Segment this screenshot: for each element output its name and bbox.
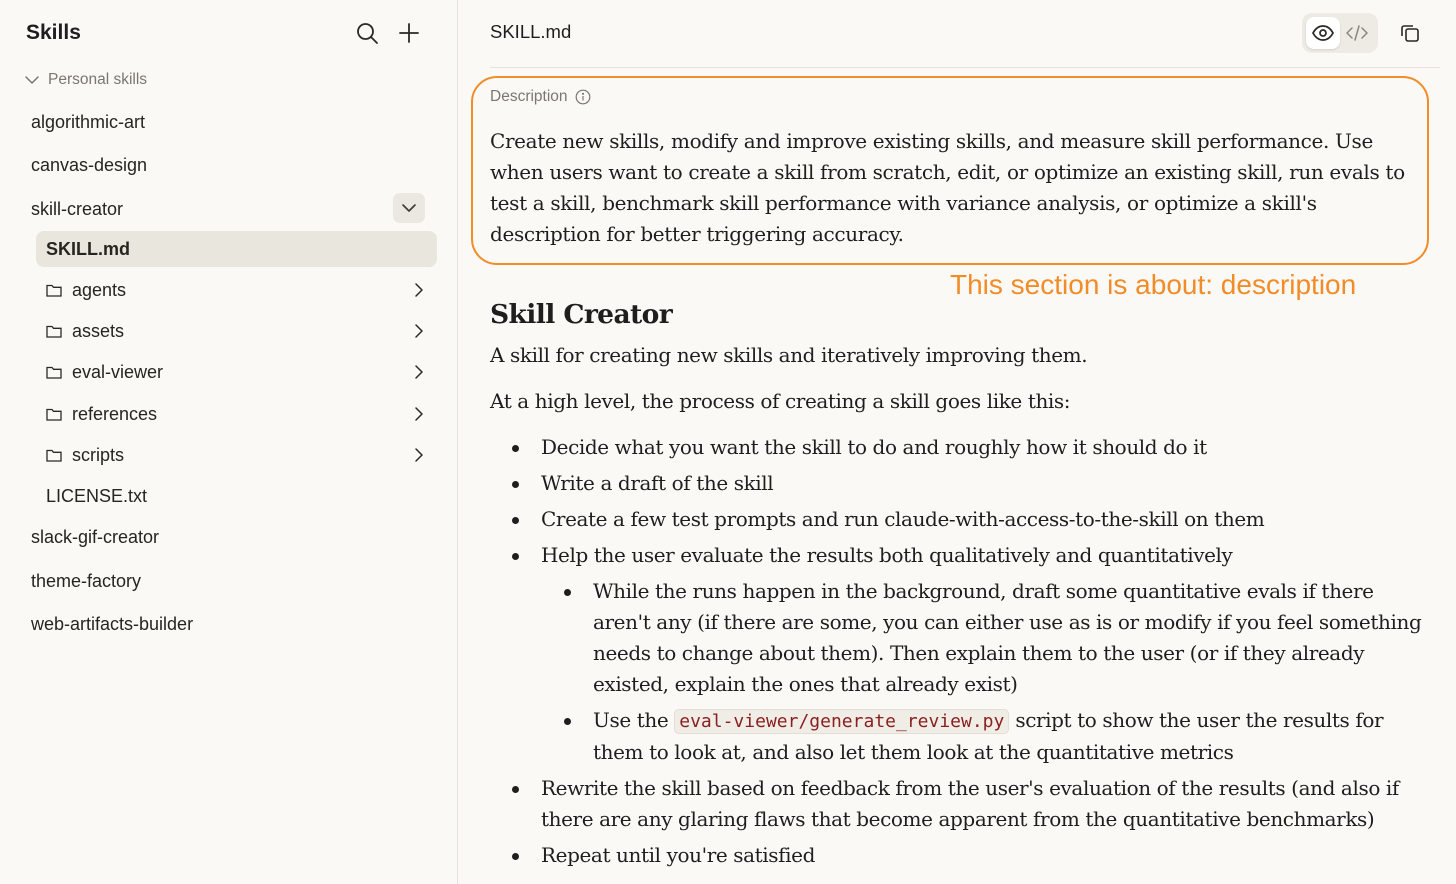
- folder-label: agents: [72, 279, 127, 300]
- chevron-right-icon: [413, 447, 425, 463]
- chevron-right-icon: [413, 406, 425, 422]
- sidebar-item-label: theme-factory: [31, 570, 142, 591]
- sidebar-item-canvas-design[interactable]: [22, 147, 435, 183]
- chevron-right-icon: [413, 282, 425, 298]
- list-item: Repeat until you're satisfied: [490, 840, 1435, 871]
- folder-icon: [46, 324, 62, 338]
- sidebar: [0, 0, 458, 884]
- group-label: Personal skills: [48, 71, 148, 88]
- sub-list: [541, 576, 1435, 768]
- collapse-skill-button[interactable]: [393, 193, 425, 223]
- sidebar-item-web-artifacts-builder[interactable]: [22, 606, 435, 642]
- header-divider: [490, 67, 1440, 68]
- chevron-down-icon: [401, 200, 417, 216]
- document-body: [490, 296, 1435, 876]
- sidebar-item-label: canvas-design: [31, 154, 148, 175]
- search-icon: [355, 21, 379, 45]
- sub-list-item: While the runs happen in the background, draft some quantitative evals if there aren't any (if there are some, you can either use as is or modify if you feel something needs to change about them). Then explain them to the user (or if they already existed, explain the ones that already exist): [541, 576, 1435, 700]
- description-label: [490, 88, 591, 106]
- sidebar-item-skill-creator[interactable]: [22, 191, 435, 227]
- copy-button[interactable]: [1395, 18, 1425, 48]
- sidebar-item-label: slack-gif-creator: [31, 526, 160, 547]
- folder-icon: [46, 365, 62, 379]
- process-list: [490, 432, 1435, 871]
- inline-code: eval-viewer/generate_review.py: [674, 709, 1009, 734]
- file-skill-md[interactable]: [36, 231, 437, 267]
- chevron-down-icon: [24, 72, 40, 88]
- list-item: Write a draft of the skill: [490, 468, 1435, 499]
- sidebar-item-algorithmic-art[interactable]: [22, 104, 435, 140]
- annotation-text: This section is about: description: [950, 269, 1357, 300]
- sub-item-suffix: script to show the user the results for them to look at, and also let them look at the quantitative metrics: [593, 708, 1384, 764]
- sidebar-item-theme-factory[interactable]: [22, 563, 435, 599]
- folder-icon: [46, 407, 62, 421]
- folder-label: references: [72, 403, 158, 424]
- eye-icon: [1312, 25, 1334, 41]
- folder-label: scripts: [72, 444, 125, 465]
- folder-label: assets: [72, 320, 125, 341]
- sidebar-item-label: algorithmic-art: [31, 111, 146, 132]
- copy-icon: [1400, 23, 1420, 43]
- personal-skills-group[interactable]: [24, 68, 147, 92]
- sidebar-title: Skills: [26, 21, 81, 44]
- folder-assets[interactable]: [36, 313, 437, 349]
- chevron-right-icon: [413, 323, 425, 339]
- list-item: Create a few test prompts and run claude-with-access-to-the-skill on them: [490, 504, 1435, 535]
- list-item-text: Help the user evaluate the results both qualitatively and quantitatively: [541, 543, 1233, 567]
- plus-icon: [398, 22, 420, 44]
- sub-item-prefix: Use the: [593, 708, 669, 732]
- sub-list-item: [541, 705, 1435, 768]
- folder-agents[interactable]: [36, 272, 437, 308]
- lead-paragraph: At a high level, the process of creating a skill goes like this:: [490, 389, 1071, 413]
- folder-references[interactable]: [36, 396, 437, 432]
- list-item: Decide what you want the skill to do and roughly how it should do it: [490, 432, 1435, 463]
- folder-label: eval-viewer: [72, 361, 164, 382]
- list-item: [490, 540, 1435, 768]
- file-license-txt[interactable]: [36, 478, 437, 514]
- file-label: SKILL.md: [46, 238, 130, 259]
- search-button[interactable]: [352, 18, 382, 48]
- description-text: Create new skills, modify and improve existing skills, and measure skill performance. Use when users want to create a skill from scratch, edit, or optimize an existing skill, run evals to test a skill, benchmark skill performance with variance analysis, or optimize a skill's description for better triggering accuracy.: [490, 129, 1405, 246]
- file-title: SKILL.md: [490, 21, 572, 42]
- code-icon: [1346, 25, 1368, 41]
- view-mode-toggle: [1302, 13, 1378, 53]
- preview-button[interactable]: [1306, 17, 1340, 49]
- intro-paragraph: A skill for creating new skills and iteratively improving them.: [490, 343, 1088, 367]
- chevron-right-icon: [413, 364, 425, 380]
- document-heading: Skill Creator: [490, 299, 673, 330]
- folder-eval-viewer[interactable]: [36, 354, 437, 390]
- add-skill-button[interactable]: [394, 18, 424, 48]
- folder-scripts[interactable]: [36, 437, 437, 473]
- sidebar-item-label: web-artifacts-builder: [31, 613, 194, 634]
- description-label-text: Description: [490, 88, 568, 105]
- source-code-button[interactable]: [1340, 17, 1374, 49]
- info-icon[interactable]: [575, 89, 591, 105]
- main-panel: [459, 0, 1456, 884]
- folder-icon: [46, 283, 62, 297]
- file-label: LICENSE.txt: [46, 485, 148, 506]
- sidebar-item-label: skill-creator: [31, 198, 124, 219]
- list-item: Rewrite the skill based on feedback from the user's evaluation of the results (and also if there are any glaring flaws that become apparent from the quantitative benchmarks): [490, 773, 1435, 835]
- sidebar-item-slack-gif-creator[interactable]: [22, 519, 435, 555]
- folder-icon: [46, 448, 62, 462]
